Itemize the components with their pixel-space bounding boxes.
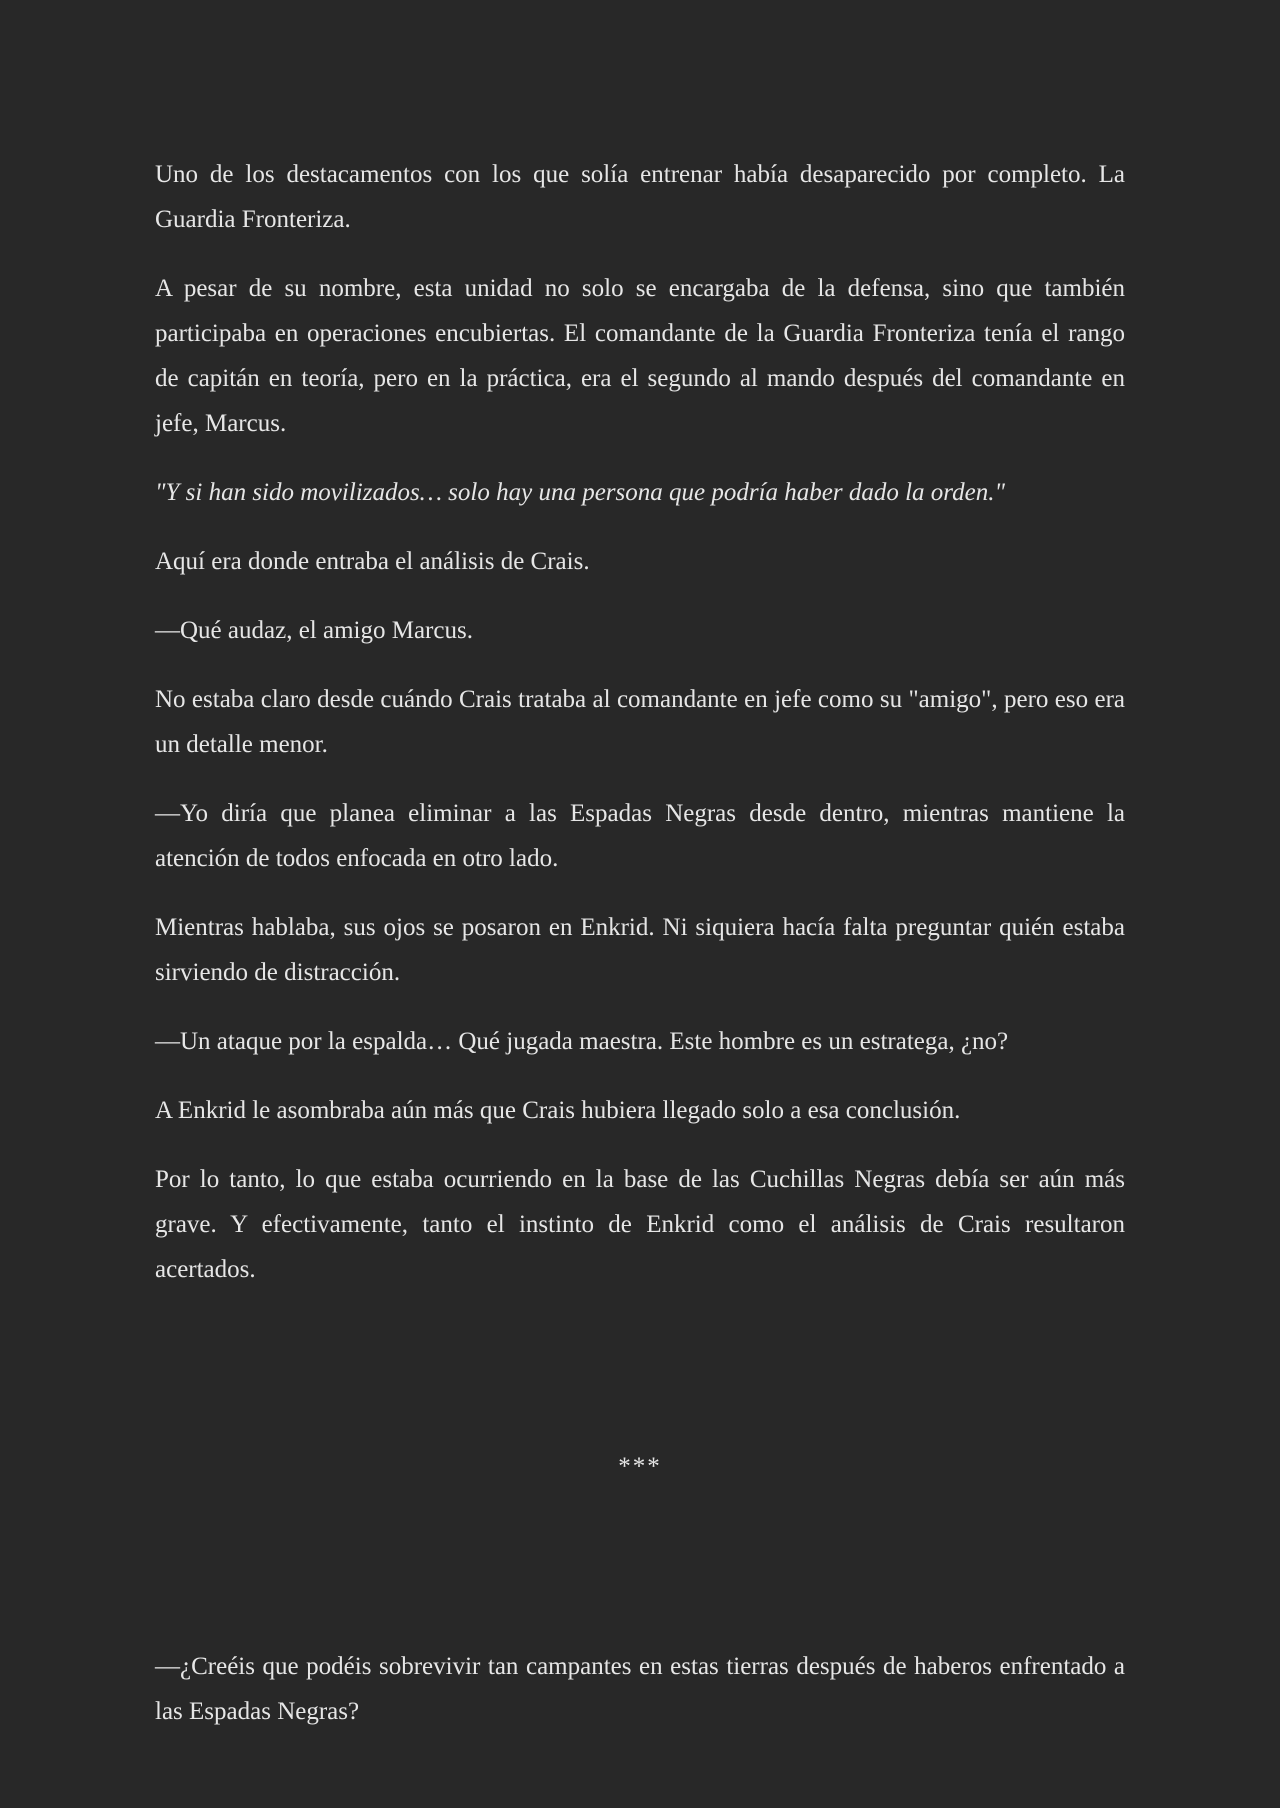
paragraph-thought: "Y si han sido movilizados… solo hay una persona que podría haber dado la orden." [155,479,1005,506]
paragraph: No estaba claro desde cuándo Crais trataba al comandante en jefe como su "amigo", pero eso era un detalle menor. [155,686,1125,758]
paragraph-dialogue: —Yo diría que planea eliminar a las Espadas Negras desde dentro, mientras mantiene la atención de todos enfocada en otro lado. [155,800,1125,872]
paragraph: Uno de los destacamentos con los que solía entrenar había desaparecido por completo. La Guardia Fronteriza. [155,161,1125,233]
paragraph: A pesar de su nombre, esta unidad no solo se encargaba de la defensa, sino que también participaba en operaciones encubiertas. El comandante de la Guardia Fronteriza tenía el rango de capitán en teoría, pero en la práctica, era el segundo al mando después del comandante en jefe, Marcus. [155,275,1125,437]
paragraph-dialogue: —Un ataque por la espalda… Qué jugada maestra. Este hombre es un estratega, ¿no? [155,1028,1009,1055]
paragraph: Por lo tanto, lo que estaba ocurriendo en la base de las Cuchillas Negras debía ser aún más grave. Y efectivamente, tanto el instinto de Enkrid como el análisis de Crais resultaron acertados. [155,1166,1125,1283]
paragraph: A Enkrid le asombraba aún más que Crais hubiera llegado solo a esa conclusión. [155,1097,961,1124]
chapter-text [155,152,1125,1758]
paragraph: Mientras hablaba, sus ojos se posaron en Enkrid. Ni siquiera hacía falta preguntar quién estaba sirviendo de distracción. [155,914,1125,986]
scene-separator: *** [618,1453,662,1480]
paragraph: Aquí era donde entraba el análisis de Crais. [155,548,590,575]
paragraph-dialogue: —Qué audaz, el amigo Marcus. [155,617,473,644]
paragraph-dialogue: —¿Creéis que podéis sobrevivir tan campantes en estas tierras después de haberos enfrentado a las Espadas Negras? [155,1653,1125,1725]
